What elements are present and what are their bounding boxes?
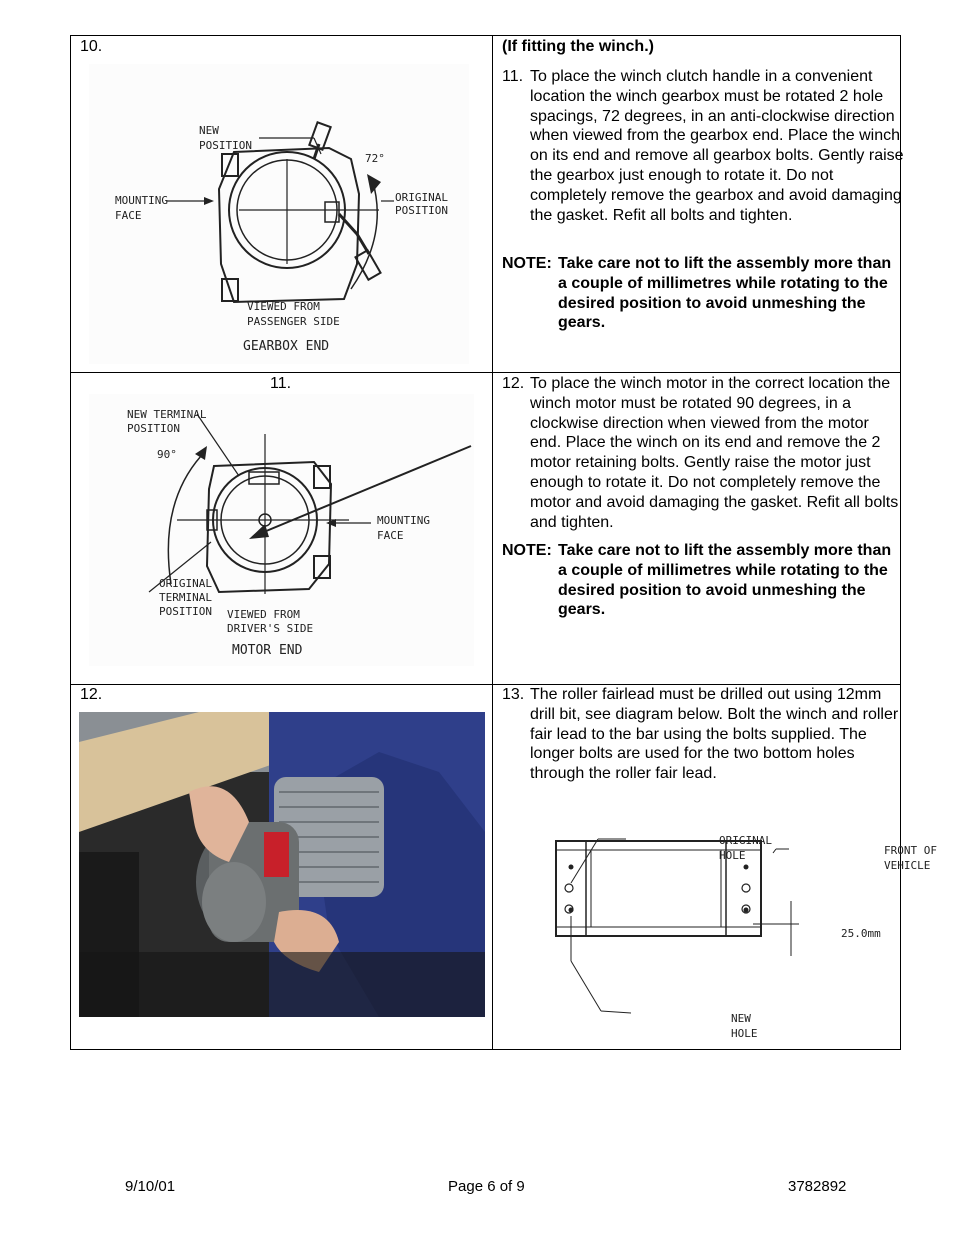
label-mounting-face: FACE <box>377 529 404 542</box>
step-number: 12. <box>502 375 525 392</box>
label-mounting-face: FACE <box>115 209 142 222</box>
label-front-of-vehicle: FRONT OF <box>884 844 937 857</box>
note-label: NOTE: <box>502 255 552 272</box>
footer-date: 9/10/01 <box>125 1178 176 1195</box>
step-text: To place the winch motor in the correct location the winch motor must be rotated 90 degrees, in a clockwise direction when viewed from the motor end. Place the winch on its end and remove the 2 motor retaining bolts. Gently raise the motor just enough to rotate it. Do not completely remove the motor and avoid damaging the gasket. Refit all bolts and tighten. <box>530 375 899 531</box>
winch-assembly-photo <box>79 712 485 1017</box>
figure-number: 10. <box>80 38 103 55</box>
note-block <box>502 254 904 333</box>
note-block <box>502 541 904 620</box>
note-text: Take care not to lift the assembly more than a couple of millimetres while rotating to the desired position to avoid unmeshing the gears. <box>558 542 892 619</box>
step-paragraph <box>502 67 904 225</box>
figure-number: 12. <box>80 686 103 703</box>
label-new-hole: HOLE <box>731 1027 758 1040</box>
label-mounting-face: MOUNTING <box>377 514 430 527</box>
step-number: 11. <box>502 68 524 85</box>
label-original-terminal: POSITION <box>159 605 212 618</box>
label-new-position: POSITION <box>199 139 252 152</box>
label-original-hole: HOLE <box>719 849 746 862</box>
label-new-terminal: POSITION <box>127 422 180 435</box>
label-front-of-vehicle: VEHICLE <box>884 859 931 872</box>
step-number: 13. <box>502 686 525 703</box>
note-label: NOTE: <box>502 542 552 559</box>
gearbox-end-diagram <box>89 64 469 364</box>
label-viewed-from: VIEWED FROM <box>247 300 320 313</box>
label-motor-end: MOTOR END <box>232 643 303 658</box>
label-viewed-from: DRIVER'S SIDE <box>227 622 314 635</box>
label-angle: 90° <box>157 448 177 461</box>
footer-page: Page 6 of 9 <box>448 1178 525 1195</box>
label-original-position: POSITION <box>395 204 448 217</box>
label-gearbox-end: GEARBOX END <box>243 339 330 354</box>
label-mounting-face: MOUNTING <box>115 194 168 207</box>
label-new-hole: NEW <box>731 1012 751 1025</box>
instruction-table <box>70 35 937 1050</box>
row-divider <box>71 372 900 373</box>
footer-doc-number: 3782892 <box>788 1178 847 1195</box>
step-text: The roller fairlead must be drilled out using 12mm drill bit, see diagram below. Bolt the winch and roller fair lead to the bar using the bolts supplied. The longer bolts are used for the two bottom holes through the roller fair lead. <box>530 686 899 783</box>
label-viewed-from: PASSENGER SIDE <box>247 315 340 328</box>
label-viewed-from: VIEWED FROM <box>227 608 300 621</box>
label-angle: 72° <box>365 152 385 165</box>
label-original-terminal: ORIGINAL <box>159 577 212 590</box>
label-original-hole: ORIGINAL <box>719 834 772 847</box>
step-text: To place the winch clutch handle in a convenient location the winch gearbox must be rotated 2 hole spacings, 72 degrees, in an anti-clockwise direction when viewed from the gearbox end. Place the winch on its end and remove all gearbox bolts. Gently raise the gearbox just enough to rotate it. Do not completely remove the gearbox and avoid damaging the gasket. Refit all bolts and tighten. <box>530 68 904 224</box>
label-dimension: 25.0mm <box>841 927 881 940</box>
step-paragraph <box>502 685 904 784</box>
roller-fairlead-diagram <box>541 791 937 1040</box>
label-new-terminal: NEW TERMINAL <box>127 408 207 421</box>
note-text: Take care not to lift the assembly more than a couple of millimetres while rotating to the desired position to avoid unmeshing the gears. <box>558 255 892 332</box>
figure-number: 11. <box>270 375 292 392</box>
label-new-position: NEW <box>199 124 219 137</box>
motor-end-diagram <box>89 394 474 666</box>
label-original-position: ORIGINAL <box>395 191 448 204</box>
step-paragraph <box>502 374 904 532</box>
section-heading: (If fitting the winch.) <box>502 38 654 55</box>
label-original-terminal: TERMINAL <box>159 591 212 604</box>
column-divider <box>492 36 493 1049</box>
